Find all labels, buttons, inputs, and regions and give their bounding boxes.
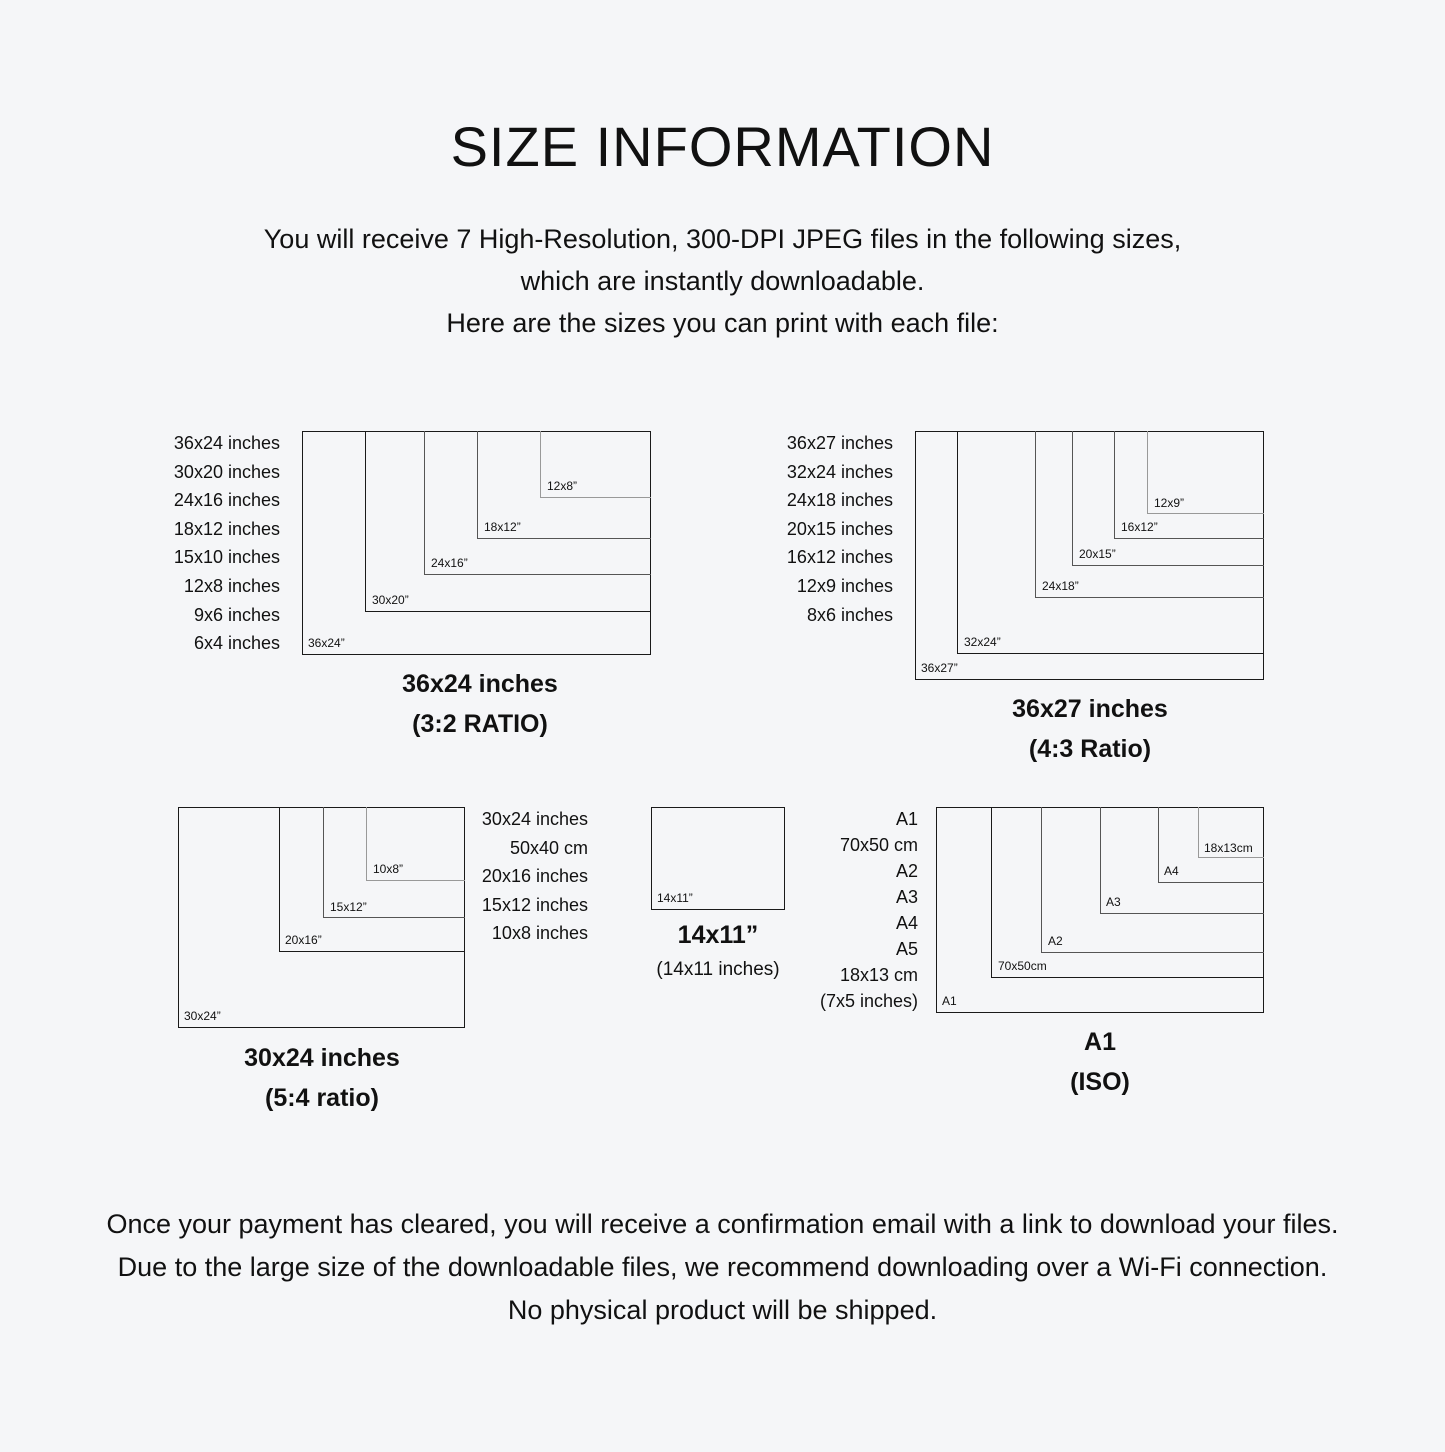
size-item: 20x15 inches: [786, 518, 893, 539]
size-item: 16x12 inches: [786, 547, 893, 568]
size-item: A1: [895, 809, 918, 829]
caption-5-4: [172, 1038, 472, 1118]
frame-label: 32x24”: [964, 635, 1001, 649]
diagram-4-3: [915, 431, 1264, 680]
size-item: 36x24 inches: [173, 433, 280, 453]
frame-label: 18x12”: [484, 520, 521, 534]
size-item: 12x9 inches: [796, 575, 893, 596]
page-title: SIZE INFORMATION: [450, 115, 995, 178]
intro-line: Here are the sizes you can print with each file:: [446, 308, 999, 338]
frame-label: 70x50cm: [998, 959, 1047, 973]
size-item: 24x18 inches: [786, 490, 893, 511]
size-item: 10x8 inches: [491, 923, 588, 944]
caption-ratio: (4:3 Ratio): [1028, 735, 1152, 763]
caption-ratio: (3:2 RATIO): [412, 710, 548, 738]
caption-title: 30x24 inches: [244, 1044, 400, 1072]
size-item: 12x8 inches: [183, 575, 280, 596]
frame-label: 30x24”: [184, 1009, 221, 1023]
caption-title: 36x24 inches: [402, 670, 558, 698]
size-item: A3: [895, 887, 918, 907]
frame-label: 16x12”: [1121, 520, 1158, 534]
size-item: 15x12 inches: [481, 894, 588, 915]
caption-14x11: [618, 915, 818, 985]
size-item: A5: [895, 939, 918, 959]
size-item: A2: [895, 861, 918, 881]
diagram-iso: [936, 807, 1264, 1013]
frame-label: 12x8”: [547, 479, 578, 493]
diagram-3-2: [302, 431, 651, 655]
size-list-iso: [790, 806, 918, 1014]
size-item: 15x10 inches: [173, 547, 280, 568]
frame-label: 15x12”: [330, 900, 367, 914]
frame-label: 36x24”: [308, 636, 345, 650]
frame-label: A4: [1164, 864, 1179, 878]
frame-label: 14x11”: [657, 891, 693, 905]
size-item: 70x50 cm: [839, 835, 918, 855]
diagram-5-4: [178, 807, 465, 1028]
footer-line: Due to the large size of the downloadable files, we recommend downloading over a Wi-Fi connection.: [117, 1252, 1328, 1282]
caption-title: 36x27 inches: [1012, 695, 1168, 723]
size-item: (7x5 inches): [819, 991, 918, 1011]
size-item: 8x6 inches: [806, 604, 893, 625]
intro-text: [0, 218, 1445, 344]
size-item: A4: [895, 913, 918, 933]
size-item: 32x24 inches: [786, 461, 893, 482]
diagram-14x11: [651, 807, 785, 910]
caption-ratio: (ISO): [1070, 1068, 1130, 1096]
caption-ratio: (5:4 ratio): [265, 1084, 379, 1112]
size-item: 18x12 inches: [173, 518, 280, 539]
frame-label: 12x9”: [1154, 496, 1185, 510]
caption-4-3: [940, 689, 1240, 769]
frame-label: 30x20”: [372, 593, 409, 607]
frame-label: 20x15”: [1079, 547, 1116, 561]
footer-text: [0, 1203, 1445, 1332]
size-list-3-2: [150, 429, 280, 658]
frame-label: 20x16”: [285, 933, 322, 947]
frame-label: 10x8”: [373, 862, 404, 876]
frame-label: 18x13cm: [1204, 841, 1253, 855]
frame-label: A2: [1048, 934, 1063, 948]
frame-label: 24x16”: [431, 556, 468, 570]
frame-label: A3: [1106, 895, 1121, 909]
size-list-5-4: [458, 805, 588, 948]
intro-line: which are instantly downloadable.: [520, 266, 925, 296]
caption-iso: [1000, 1022, 1200, 1102]
footer-line: No physical product will be shipped.: [507, 1295, 938, 1325]
size-item: 50x40 cm: [509, 837, 588, 858]
size-item: 18x13 cm: [839, 965, 918, 985]
caption-subtitle: (14x11 inches): [656, 959, 780, 980]
caption-title: 14x11”: [677, 921, 759, 949]
frame-label: A1: [942, 994, 957, 1008]
size-item: 30x24 inches: [481, 809, 588, 829]
size-item: 36x27 inches: [786, 433, 893, 453]
caption-3-2: [330, 664, 630, 744]
size-item: 24x16 inches: [173, 490, 280, 511]
size-item: 30x20 inches: [173, 461, 280, 482]
size-item: 6x4 inches: [193, 633, 280, 654]
caption-title: A1: [1084, 1028, 1116, 1056]
frame-label: 24x18”: [1042, 579, 1079, 593]
size-item: 20x16 inches: [481, 866, 588, 887]
size-list-4-3: [763, 429, 893, 629]
size-item: 9x6 inches: [193, 604, 280, 625]
footer-line: Once your payment has cleared, you will receive a confirmation email with a link to download your files.: [106, 1209, 1339, 1239]
frame-label: 36x27”: [921, 661, 958, 675]
intro-line: You will receive 7 High-Resolution, 300-DPI JPEG files in the following sizes,: [263, 224, 1182, 254]
